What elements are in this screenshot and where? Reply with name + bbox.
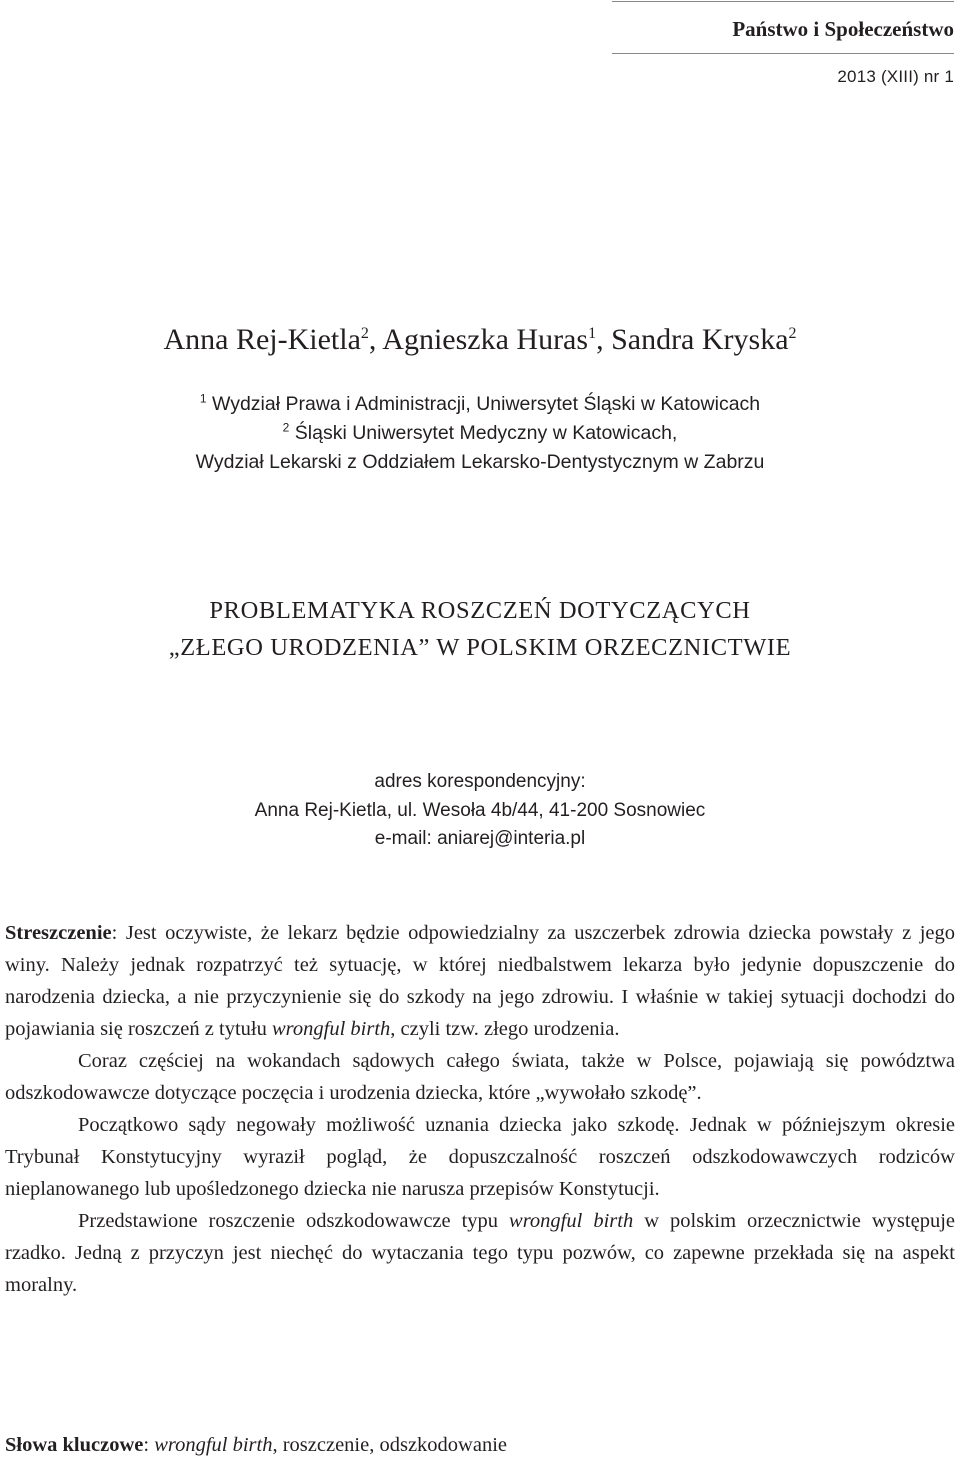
author-name: Anna Rej-Kietla bbox=[163, 323, 361, 356]
title-line-1: PROBLEMATYKA ROSZCZEŃ DOTYCZĄCYCH bbox=[209, 597, 751, 624]
abstract-paragraph-1: Streszczenie: Jest oczywiste, że lekarz będzie odpowiedzialny za uszczerbek zdrowia dziecka powstały z jego winy. Należy jednak rozpatrzyć też sytuację, w której niedbalstwem lekarza było jedynie dopuszczenie do narodzenia dziecka, a nie przyczynienie się do szkody na jego zdrowiu. I właśnie w takiej sytuacji dochodzi do pojawiania się roszczeń z tytułu wrongful birth, czyli tzw. złego urodzenia. bbox=[5, 922, 955, 1040]
journal-name: Państwo i Społeczeństwo bbox=[732, 17, 954, 41]
correspondence-block bbox=[0, 768, 960, 854]
abstract-paragraph-4: Przedstawione roszczenie odszkodowawcze typu wrongful birth w polskim orzecznictwie występuje rzadko. Jedną z przyczyn jest niechęć do wytaczania tego typu pozwów, co zapewne przekłada się na aspekt moralny. bbox=[5, 1210, 955, 1296]
abstract-paragraph-2: Coraz częściej na wokandach sądowych całego świata, także w Polsce, pojawiają się powództwa odszkodowawcze dotyczące poczęcia i urodzenia dziecka, które „wywołało szkodę”. bbox=[5, 1050, 955, 1104]
abstract bbox=[5, 917, 955, 1301]
journal-issue: 2013 (XIII) nr 1 bbox=[837, 67, 954, 86]
author-name: Sandra Kryska bbox=[611, 323, 789, 356]
abstract-paragraph-3: Początkowo sądy negowały możliwość uznania dziecka jako szkodę. Jednak w późniejszym okresie Trybunał Konstytucyjny wyraził pogląd, że dopuszczalność roszczeń odszkodowawczych rodziców nieplanowanego lub upośledzonego dziecka nie narusza przepisów Konstytucji. bbox=[5, 1114, 955, 1200]
correspondence-label: adres korespondencyjny: bbox=[374, 771, 586, 792]
affiliation-mark: 2 bbox=[360, 325, 369, 342]
affiliation-mark: 2 bbox=[788, 325, 797, 342]
journal-header bbox=[612, 0, 954, 87]
affiliation-2: $^2$ Śląski Uniwersytet Medyczny w Katowicach, bbox=[282, 420, 678, 444]
title-line-2: „ZŁEGO URODZENIA” W POLSKIM ORZECZNICTWIE bbox=[168, 634, 792, 661]
author-name: Agnieszka Huras bbox=[382, 323, 589, 356]
affiliation-1: $^1$ Wydział Prawa i Administracji, Uniwersytet Śląski w Katowicach bbox=[199, 391, 761, 415]
keywords: Słowa kluczowe: wrongful birth, roszczenie, odszkodowanie bbox=[5, 1434, 508, 1456]
header-top-rule bbox=[612, 1, 954, 2]
affiliation-mark: 1 bbox=[588, 325, 597, 342]
paper-title bbox=[0, 592, 960, 666]
author-list: Anna Rej-Kietla$^2$, Agnieszka Huras$^1$, Sandra Kryska$^2$ bbox=[163, 323, 797, 356]
affiliation-mark: 2 bbox=[282, 420, 290, 435]
correspondence-address: Anna Rej-Kietla, ul. Wesoła 4b/44, 41-200 Sosnowiec bbox=[254, 799, 706, 821]
affiliations bbox=[0, 390, 960, 477]
abstract-label: Streszczenie bbox=[5, 922, 112, 944]
correspondence-email: e-mail: aniarej@interia.pl bbox=[374, 828, 586, 849]
header-divider bbox=[612, 53, 954, 54]
keywords-label: Słowa kluczowe bbox=[5, 1434, 144, 1456]
affiliation-2-line2: Wydział Lekarski z Oddziałem Lekarsko-Dentystycznym w Zabrzu bbox=[195, 451, 765, 473]
affiliation-mark: 1 bbox=[199, 391, 207, 406]
